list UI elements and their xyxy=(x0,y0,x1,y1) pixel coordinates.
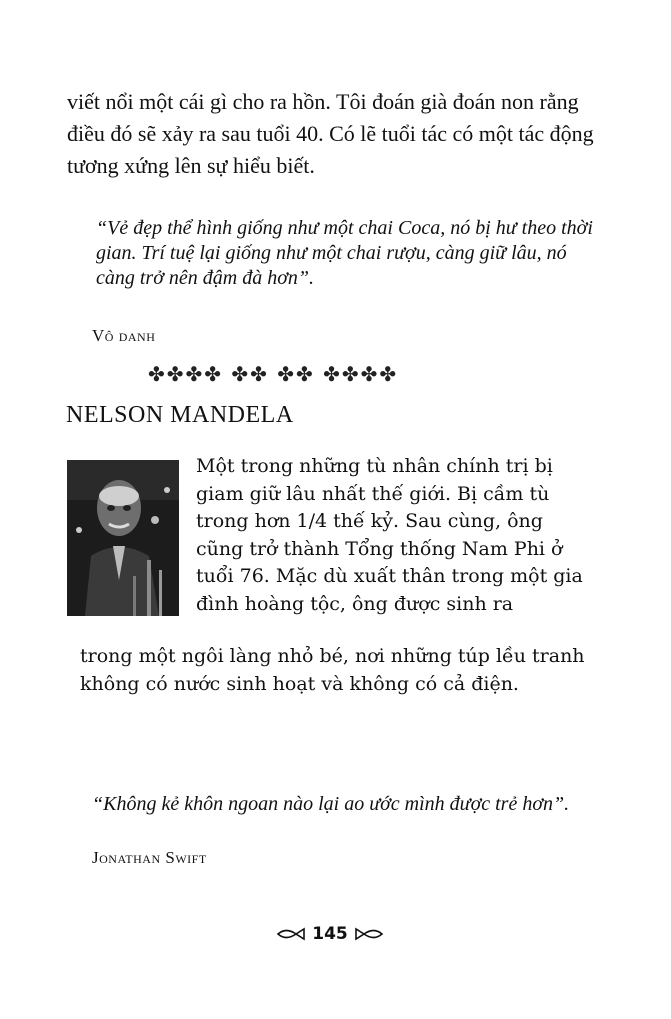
portrait-photo xyxy=(67,460,179,616)
quote-text-2: “Không kẻ khôn ngoan nào lại ao ước mình được trẻ hơn”. xyxy=(92,793,570,815)
section-heading: NELSON MANDELA xyxy=(66,402,294,428)
portrait-image-icon xyxy=(67,460,179,616)
quote-author-2: Jonathan Swift xyxy=(92,848,207,867)
ornament-divider: ✤✤✤✤ ✤✤ ✤✤ ✤✤✤✤ xyxy=(148,362,399,386)
page-number xyxy=(270,924,390,944)
bio-paragraph-full: trong một ngôi làng nhỏ bé, nơi những túp lều tranh không có nước sinh hoạt và không có cả điện. xyxy=(80,645,585,695)
fish-ornament-right-icon xyxy=(354,927,384,941)
quote-text: “Vẻ đẹp thể hình giống như một chai Coca, nó bị hư theo thời gian. Trí tuệ lại giống như một chai rượu, càng giữ lâu, nó càng trở nên đậm đà hơn”. xyxy=(96,217,593,289)
fish-ornament-left-icon xyxy=(276,927,306,941)
page-number-text: 145 xyxy=(312,924,348,944)
quote-author: Vô danh xyxy=(92,326,156,345)
intro-paragraph: viết nổi một cái gì cho ra hồn. Tôi đoán già đoán non rằng điều đó sẽ xảy ra sau tuổi 40. Có lẽ tuổi tác có một tác động tương xứng lên sự hiểu biết. xyxy=(67,89,594,178)
bio-paragraph-wrapped: Một trong những tù nhân chính trị bị giam giữ lâu nhất thế giới. Bị cầm tù trong hơn 1/4 thế kỷ. Sau cùng, ông cũng trở thành Tổng thống Nam Phi ở tuổi 76. Mặc dù xuất thân trong một gia đình hoàng tộc, ông được sinh ra xyxy=(196,455,583,615)
